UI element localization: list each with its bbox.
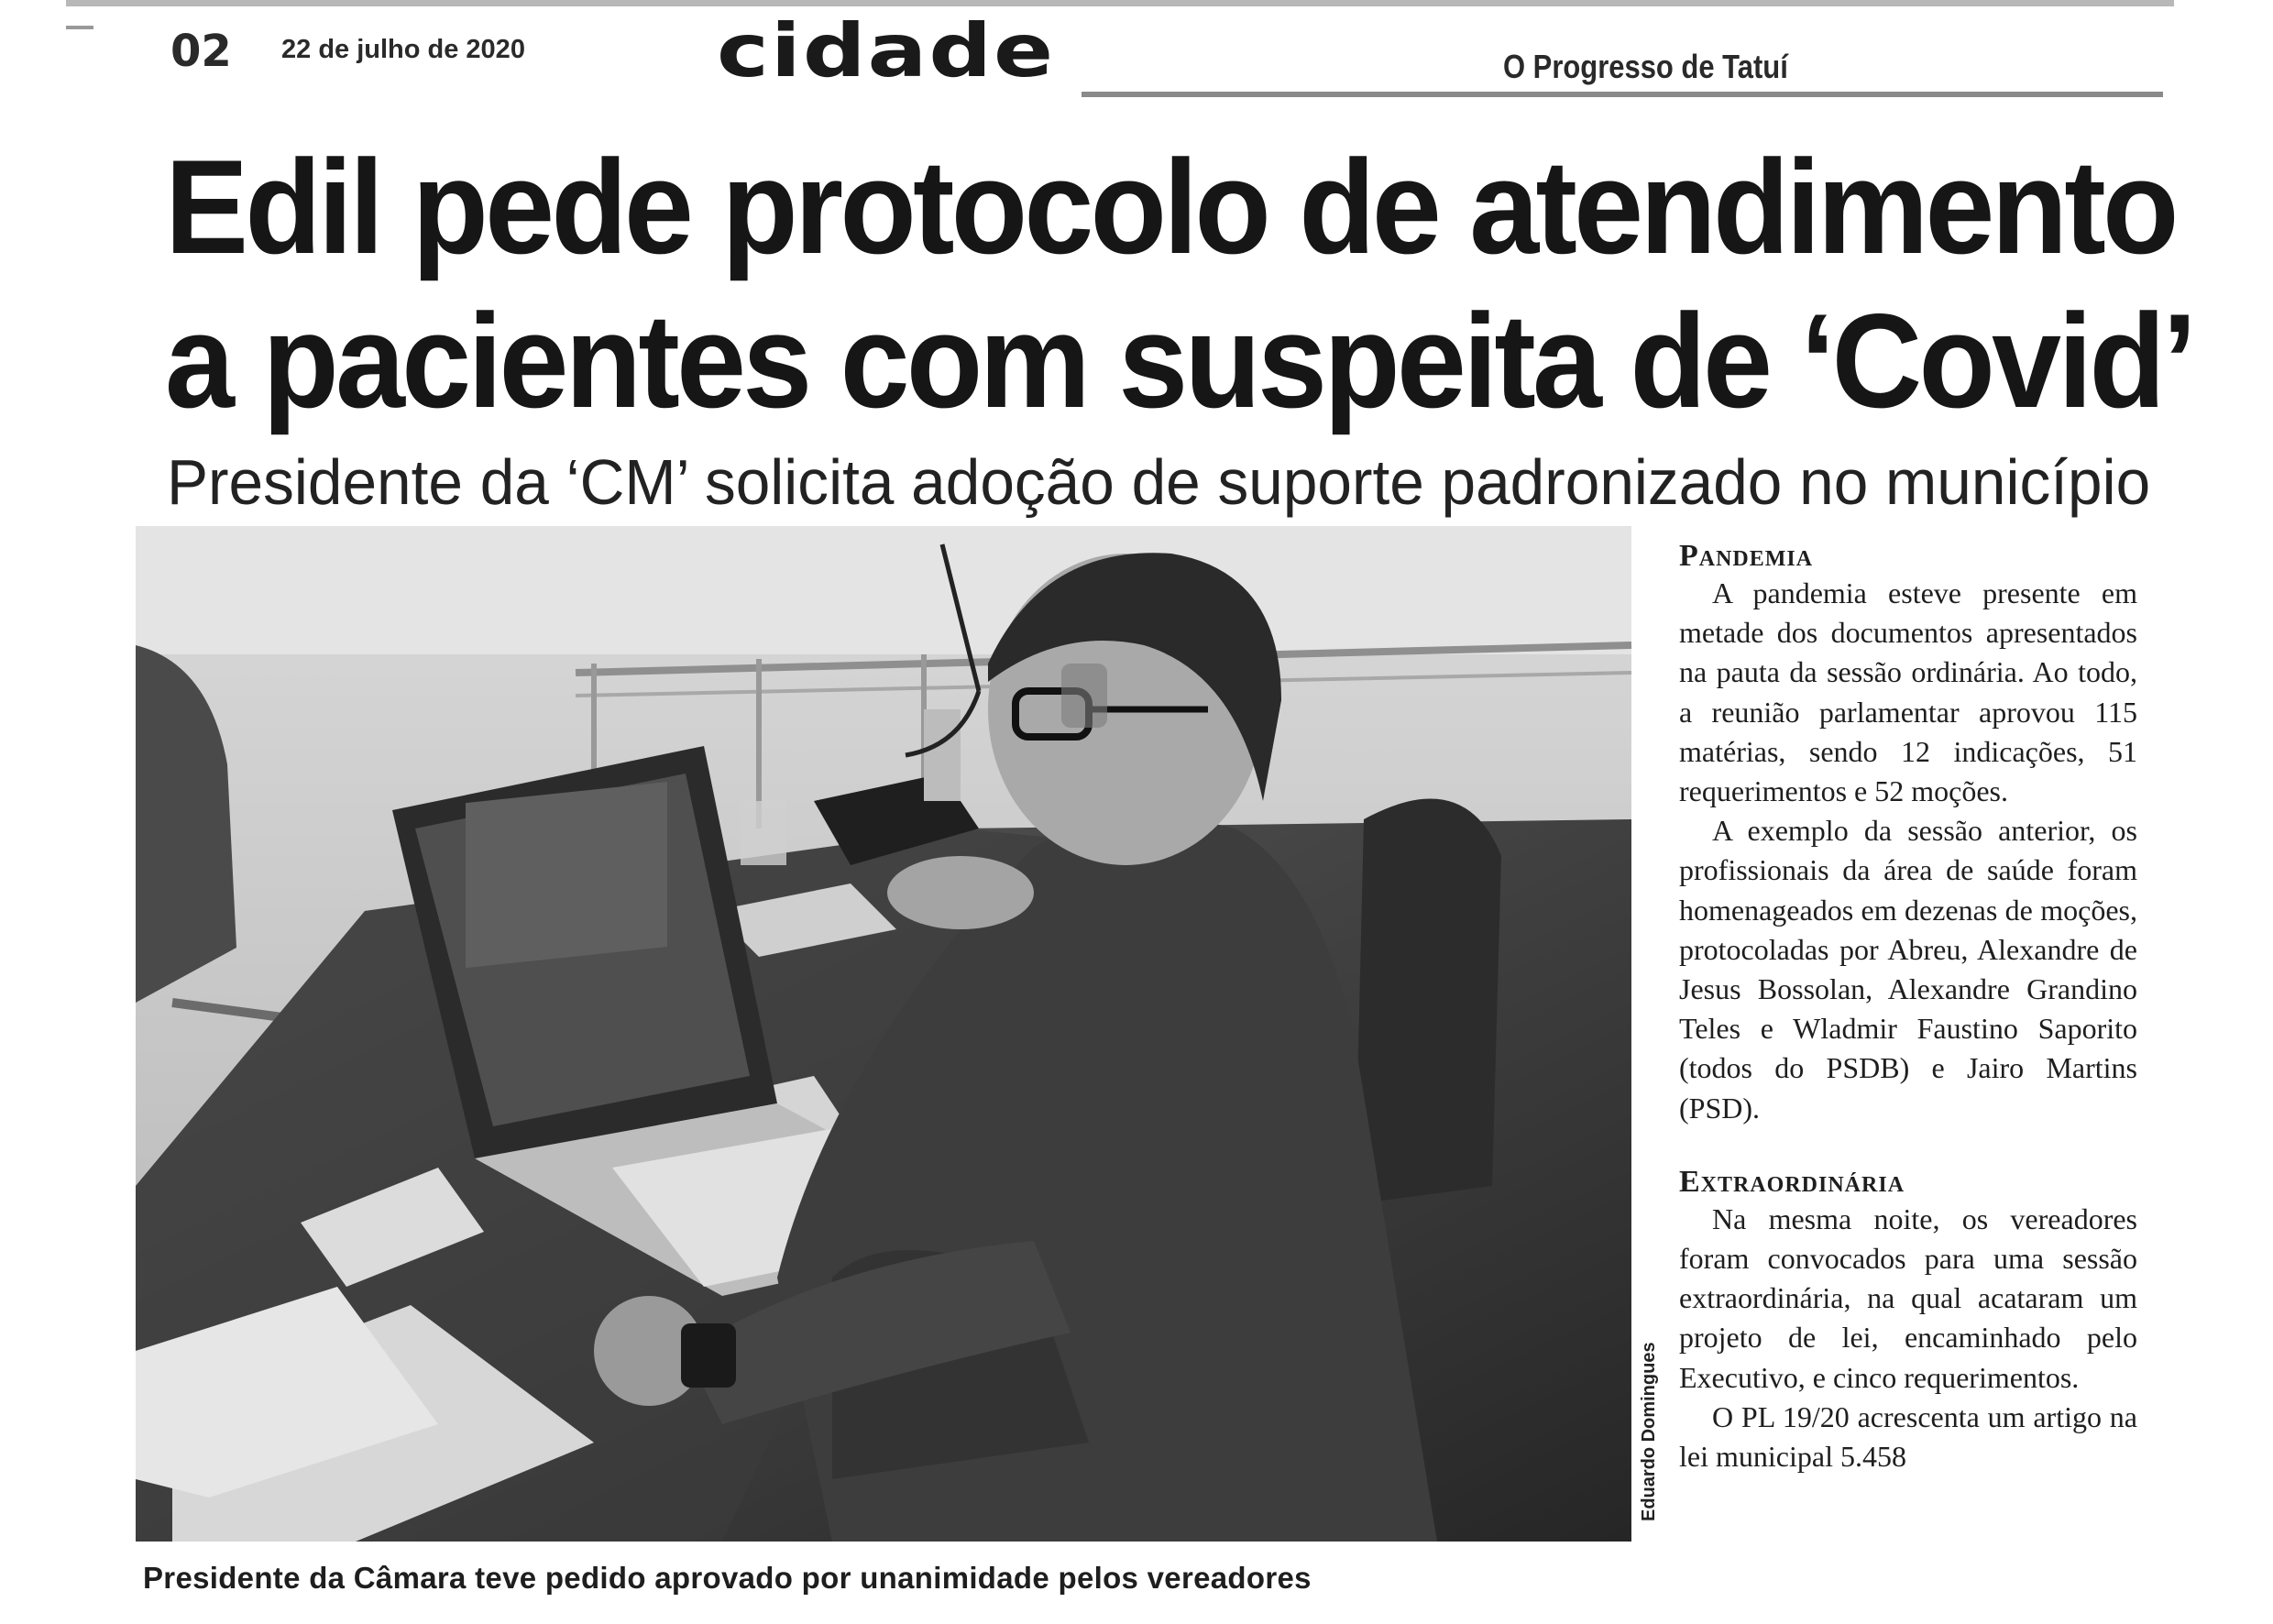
section-title-extraordinaria: Extraordinária <box>1679 1164 1905 1199</box>
subheadline: Presidente da ‘CM’ solicita adoção de suporte padronizado no município <box>167 446 2151 518</box>
photo-caption: Presidente da Câmara teve pedido aprovado por unanimidade pelos vereadores <box>143 1561 1312 1595</box>
photo-illustration <box>136 526 1631 1542</box>
paragraph-3: Na mesma noite, os vereadores foram convocados para uma sessão extraordinária, na qual acataram um projeto de lei, encaminhado pelo Executivo, e cinco requerimentos. <box>1679 1202 2137 1394</box>
paragraph-2: A exemplo da sessão anterior, os profissionais da área de saúde foram homenageados em dezenas de moções, protocoladas por Abreu, Alexandre de Jesus Bossolan, Alexandre Grandino Teles e Wladmir Faustino Saporito (todos do PSDB) e Jairo Martins (PSD). <box>1679 814 2137 1125</box>
newspaper-name: O Progresso de Tatuí <box>1503 48 1788 85</box>
scan-edge <box>66 0 2174 6</box>
page-number: 02 <box>170 26 232 77</box>
paragraph-1: A pandemia esteve presente em metade dos documentos apresentados na pauta da sessão ordinária. Ao todo, a reunião parlamentar aprovou 115 matérias, sendo 12 indicações, 51 requerimentos e 52 moções. <box>1679 576 2137 808</box>
headline-line-2: a pacientes com suspeita de ‘Covid’ <box>165 286 2194 435</box>
section-title-pandemia: Pandemia <box>1679 539 1814 573</box>
section-logo: cidade <box>717 7 1056 94</box>
paragraph-4: O PL 19/20 acrescenta um artigo na lei municipal 5.458 <box>1679 1399 2137 1474</box>
header-rule-left <box>66 26 93 29</box>
header-rule-right <box>1082 92 2163 97</box>
headline <box>165 130 2194 438</box>
article-column <box>1679 539 2137 1474</box>
publication-date: 22 de julho de 2020 <box>281 35 525 64</box>
photo-credit: Eduardo Domingues <box>1639 1342 1659 1521</box>
news-photo <box>136 526 1631 1542</box>
headline-line-1: Edil pede protocolo de atendimento <box>165 132 2176 281</box>
